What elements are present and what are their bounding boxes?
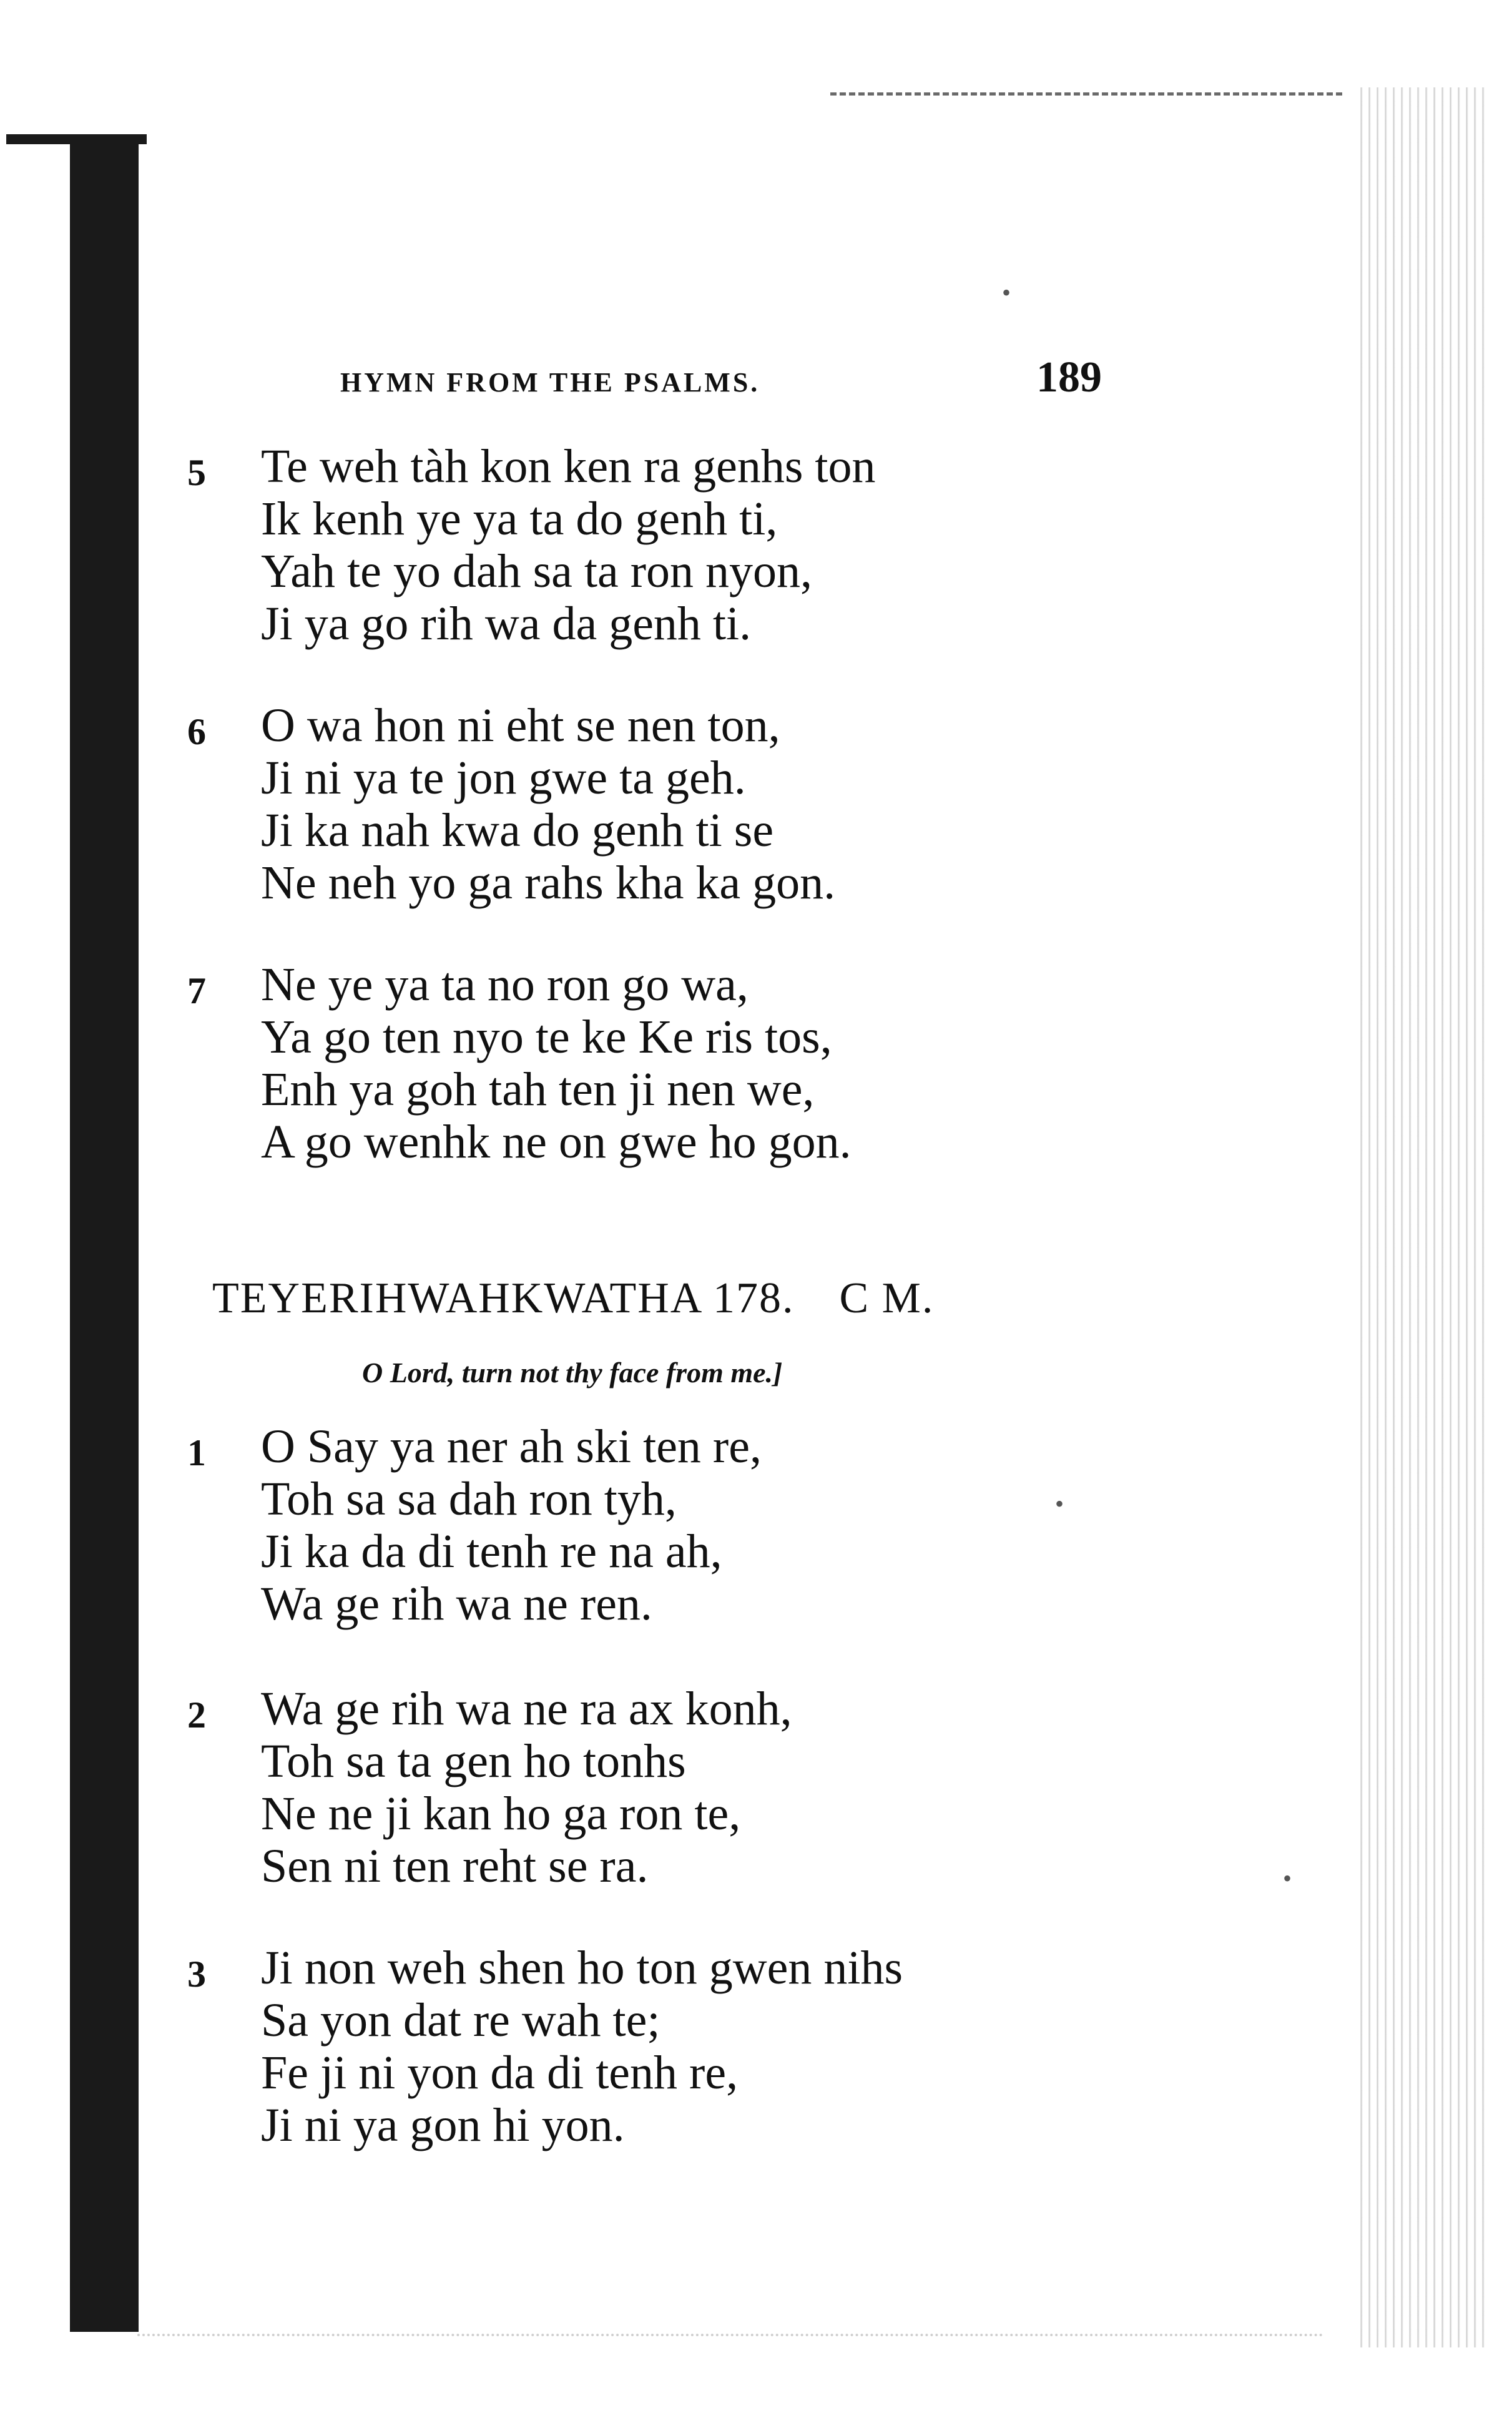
hymn-name: TEYERIHWAHKWATHA 178. <box>212 1274 795 1322</box>
verse-line: Ik kenh ye ya ta do genh ti, <box>261 493 778 545</box>
verse-line: Ne ye ya ta no ron go wa, <box>261 958 749 1011</box>
verse-line: Sen ni ten reht se ra. <box>261 1840 649 1892</box>
verse-line: Fe ji ni yon da di tenh re, <box>261 2047 739 2099</box>
verse-line: A go wenhk ne on gwe ho gon. <box>261 1116 852 1168</box>
hymn-title <box>212 1274 1086 1324</box>
verse-line: Ne neh yo ga rahs kha ka gon. <box>261 857 836 909</box>
running-header <box>340 353 1102 403</box>
verse-line: Ji ya go rih wa da genh ti. <box>261 597 752 650</box>
verse-line: Toh sa sa dah ron tyh, <box>261 1473 677 1525</box>
verse-line: Wa ge rih wa ne ren. <box>261 1578 652 1630</box>
verse-line: Ji ni ya te jon gwe ta geh. <box>261 752 746 804</box>
page-top-edge <box>830 92 1342 96</box>
verse-line: O Say ya ner ah ski ten re, <box>261 1420 762 1473</box>
stanza-number: 2 <box>187 1694 206 1736</box>
ink-speck: • <box>1002 278 1011 307</box>
ink-speck: • <box>1055 1490 1064 1518</box>
verse-line: Enh ya goh tah ten ji nen we, <box>261 1063 815 1116</box>
page-bottom-edge <box>137 2334 1323 2336</box>
verse-line: Ji ni ya gon hi yon. <box>261 2099 625 2151</box>
ink-speck: • <box>1283 1864 1292 1892</box>
hymn-subtitle: O Lord, turn not thy face from me.] <box>362 1357 783 1388</box>
verse-line: O wa hon ni eht se nen ton, <box>261 699 780 752</box>
verse-line: Ji ka nah kwa do genh ti se <box>261 804 774 857</box>
page-edge-shadow <box>1355 87 1486 2347</box>
verse-line: Ji non weh shen ho ton gwen nihs <box>261 1942 903 1994</box>
verse-line: Te weh tàh kon ken ra genhs ton <box>261 440 876 493</box>
verse-line: Ne ne ji kan ho ga ron te, <box>261 1787 741 1840</box>
stanza-number: 3 <box>187 1954 206 1995</box>
binding-shadow <box>70 134 139 2332</box>
verse-line: Ji ka da di tenh re na ah, <box>261 1525 722 1578</box>
verse-line: Wa ge rih wa ne ra ax konh, <box>261 1683 792 1735</box>
stanza-number: 1 <box>187 1432 206 1473</box>
hymn-meter: C M. <box>839 1274 935 1322</box>
verse-line: Yah te yo dah sa ta ron nyon, <box>261 545 813 597</box>
verse-line: Sa yon dat re wah te; <box>261 1994 660 2047</box>
page-number: 189 <box>1036 353 1102 401</box>
stanza-number: 6 <box>187 711 206 752</box>
verse-line: Toh sa ta gen ho tonhs <box>261 1735 686 1787</box>
stanza-number: 5 <box>187 452 206 493</box>
stanza-number: 7 <box>187 970 206 1011</box>
running-title: HYMN FROM THE PSALMS. <box>340 367 760 398</box>
verse-line: Ya go ten nyo te ke Ke ris tos, <box>261 1011 832 1063</box>
